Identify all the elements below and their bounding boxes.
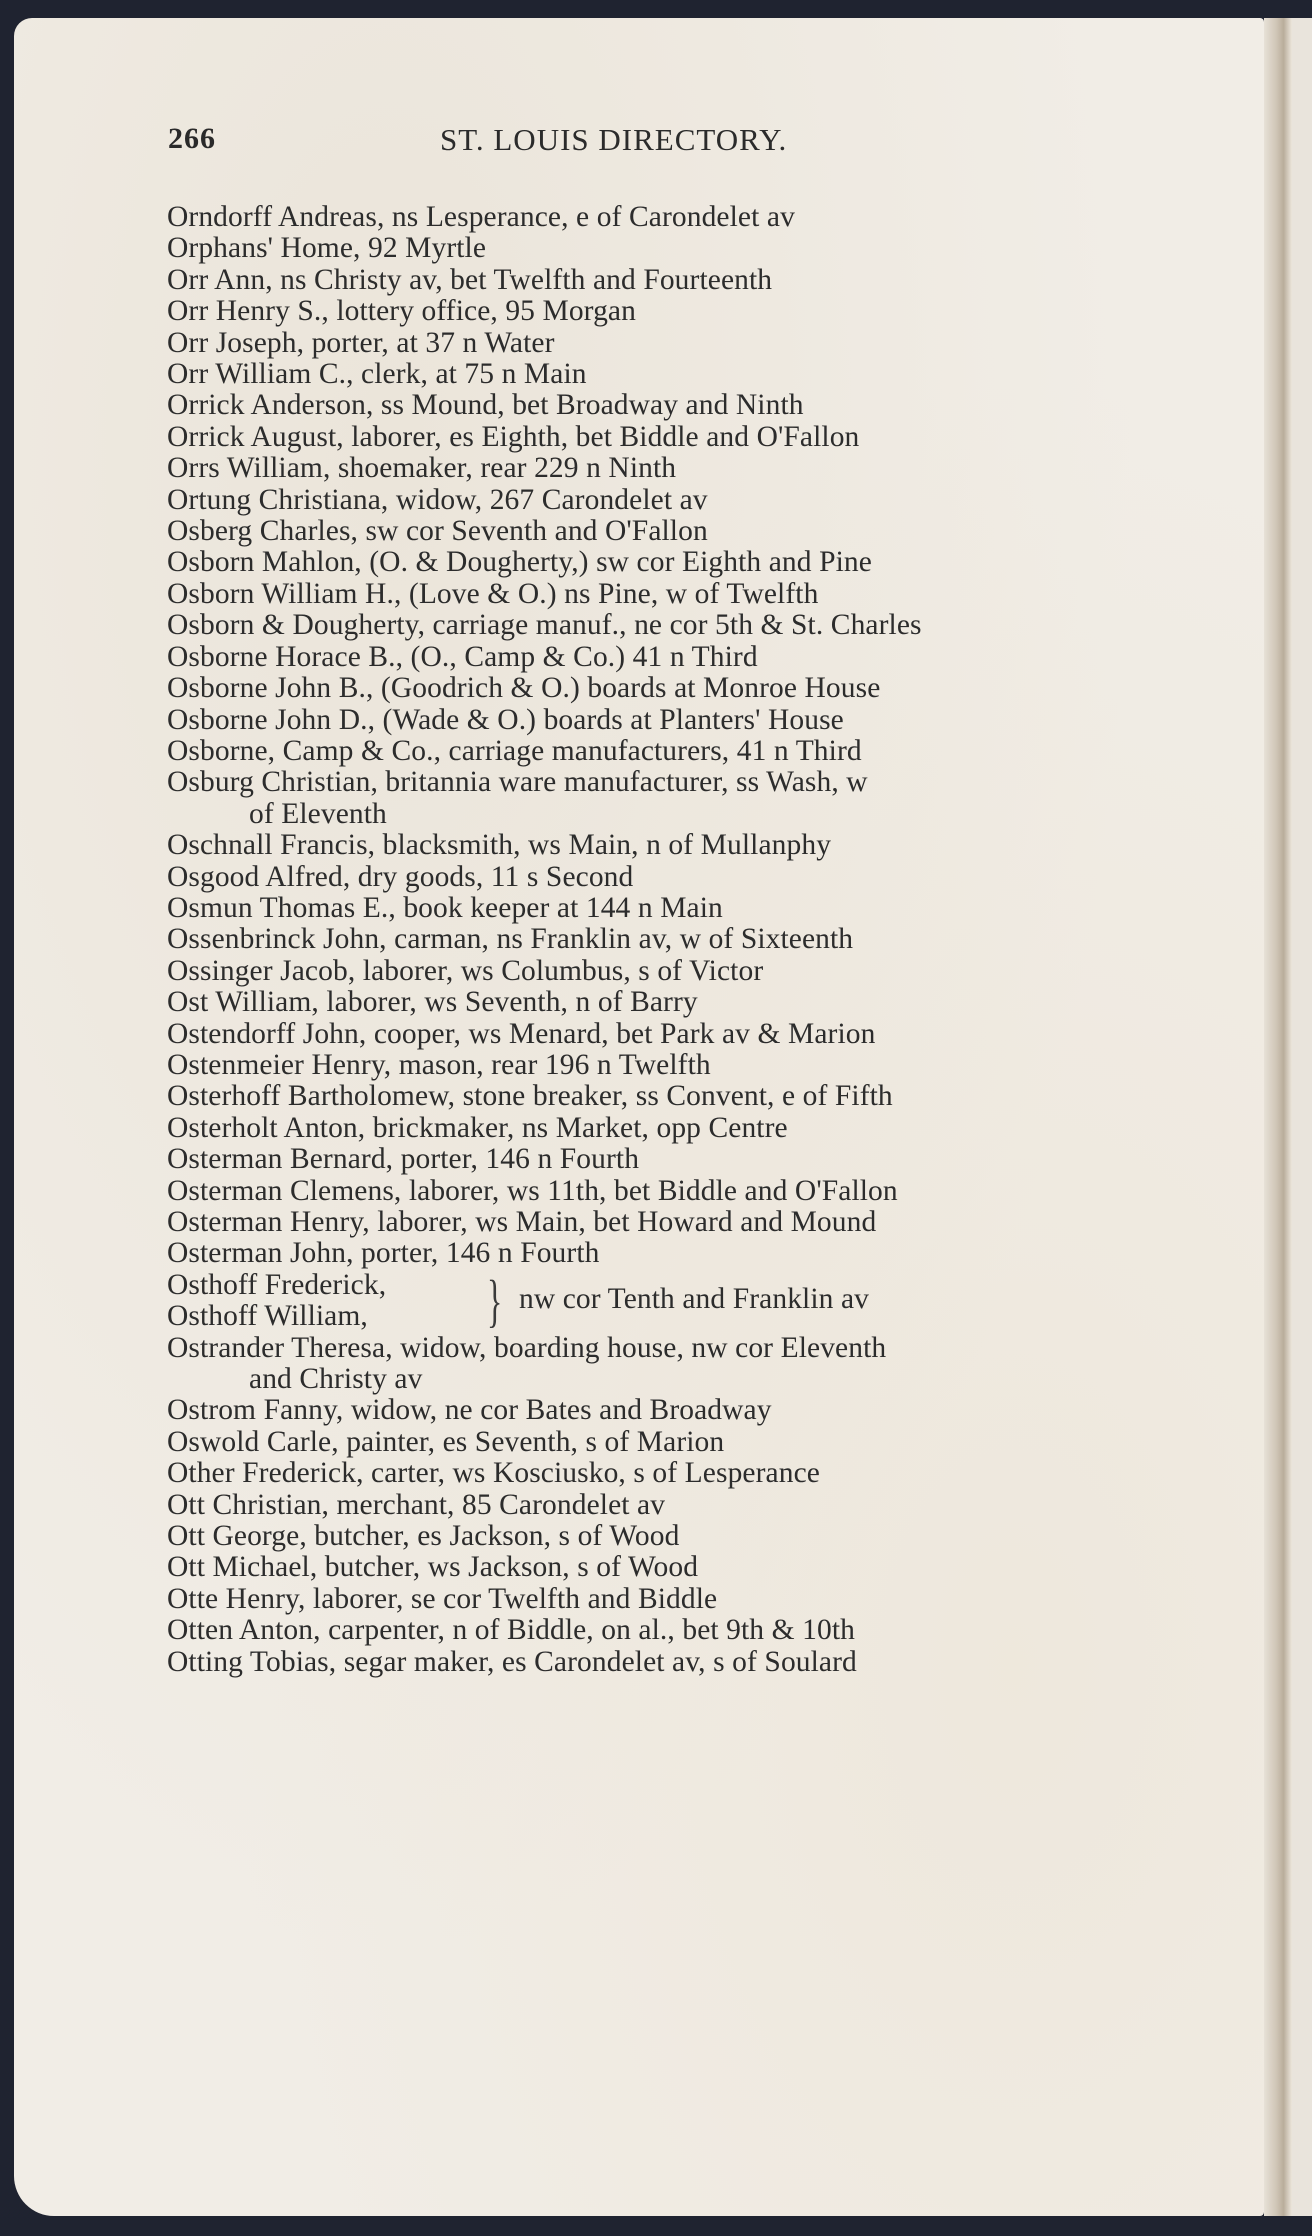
directory-entry: Otten Anton, carpenter, n of Biddle, on al., bet 9th & 10th [167, 1614, 856, 1647]
directory-entry: Ortung Christiana, widow, 267 Carondelet av [167, 483, 708, 516]
directory-entry: Ostrom Fanny, widow, ne cor Bates and Broadway [167, 1394, 772, 1427]
directory-entry: Orr Joseph, porter, at 37 n Water [167, 326, 555, 359]
directory-entry: Ossenbrinck John, carman, ns Franklin av, w of Sixteenth [167, 923, 854, 956]
brace-shared-address: nw cor Tenth and Franklin av [519, 1282, 870, 1315]
directory-entry: Osterholt Anton, brickmaker, ns Market, opp Centre [167, 1111, 788, 1144]
directory-entry: Oschnall Francis, blacksmith, ws Main, n of Mullanphy [167, 829, 832, 862]
directory-entry: Ost William, laborer, ws Seventh, n of Barry [167, 986, 698, 1019]
directory-entry: Osberg Charles, sw cor Seventh and O'Fallon [167, 515, 708, 548]
directory-entry: Osborn & Dougherty, carriage manuf., ne cor 5th & St. Charles [167, 609, 922, 642]
directory-entry: Osterman Clemens, laborer, ws 11th, bet Biddle and O'Fallon [167, 1174, 898, 1207]
directory-entry: Orndorff Andreas, ns Lesperance, e of Carondelet av [167, 201, 795, 233]
directory-entry: Orr Henry S., lottery office, 95 Morgan [167, 295, 636, 328]
directory-entries [167, 202, 1177, 1678]
brace-entry-group [167, 1267, 1177, 1333]
entry-list-after-brace [167, 1333, 1177, 1678]
directory-entry: Osborne John D., (Wade & O.) boards at Planters' House [167, 703, 844, 736]
directory-entry: Ott Michael, butcher, ws Jackson, s of Wood [167, 1551, 699, 1584]
directory-entry: Osterhoff Bartholomew, stone breaker, ss Convent, e of Fifth [167, 1080, 893, 1113]
directory-entry: Ossinger Jacob, laborer, ws Columbus, s of Victor [167, 954, 764, 987]
directory-entry: Orrick Anderson, ss Mound, bet Broadway and Ninth [167, 389, 804, 422]
entry-list-before-brace [167, 202, 1177, 1270]
directory-entry: Ostendorff John, cooper, ws Menard, bet Park av & Marion [167, 1017, 876, 1050]
directory-entry: Ostenmeier Henry, mason, rear 196 n Twelfth [167, 1048, 711, 1081]
directory-entry-continuation: and Christy av [249, 1363, 423, 1396]
book-spine-edge [1264, 18, 1292, 2216]
directory-entry: Osterman Henry, laborer, ws Main, bet Howard and Mound [167, 1206, 877, 1238]
directory-entry: Osborn William H., (Love & O.) ns Pine, w of Twelfth [167, 577, 819, 610]
directory-entry: Ott George, butcher, es Jackson, s of Wood [167, 1520, 680, 1553]
directory-entry: Osborne Horace B., (O., Camp & Co.) 41 n Third [167, 640, 758, 673]
page-number: 266 [168, 122, 216, 155]
directory-entry: Otting Tobias, segar maker, es Carondelet av, s of Soulard [167, 1645, 857, 1678]
directory-entry: Osterman Bernard, porter, 146 n Fourth [167, 1143, 640, 1176]
directory-entry: Osborne, Camp & Co., carriage manufacturers, 41 n Third [167, 734, 862, 767]
directory-entry: Orphans' Home, 92 Myrtle [167, 232, 487, 265]
directory-entry: Otte Henry, laborer, se cor Twelfth and Biddle [167, 1582, 718, 1615]
directory-entry: Other Frederick, carter, ws Kosciusko, s of Lesperance [167, 1457, 820, 1490]
directory-entry: Osburg Christian, britannia ware manufacturer, ss Wash, w [167, 766, 868, 799]
directory-entry: Osterman John, porter, 146 n Fourth [167, 1237, 600, 1270]
directory-entry: Osborne John B., (Goodrich & O.) boards at Monroe House [167, 672, 881, 705]
brace-name-1: Osthoff Frederick, [167, 1268, 387, 1301]
directory-entry: Ott Christian, merchant, 85 Carondelet av [167, 1488, 666, 1521]
curly-brace-icon: } [487, 1267, 503, 1333]
brace-name-2: Osthoff William, [167, 1300, 368, 1333]
directory-entry: Ostrander Theresa, widow, boarding house, nw cor Eleventh [167, 1331, 887, 1364]
directory-entry: Osborn Mahlon, (O. & Dougherty,) sw cor Eighth and Pine [167, 546, 872, 579]
directory-entry-continuation: of Eleventh [249, 797, 387, 830]
directory-entry: Orrs William, shoemaker, rear 229 n Ninth [167, 452, 677, 485]
directory-entry: Orr Ann, ns Christy av, bet Twelfth and Fourteenth [167, 263, 773, 296]
directory-entry: Orr William C., clerk, at 75 n Main [167, 358, 587, 391]
directory-entry: Osmun Thomas E., book keeper at 144 n Main [167, 891, 723, 924]
directory-entry: Orrick August, laborer, es Eighth, bet Biddle and O'Fallon [167, 420, 860, 453]
running-head [168, 122, 1168, 162]
directory-entry: Osgood Alfred, dry goods, 11 s Second [167, 860, 634, 893]
page-title: ST. LOUIS DIRECTORY. [440, 122, 788, 157]
next-page-edge [1292, 18, 1312, 2216]
directory-entry: Oswold Carle, painter, es Seventh, s of Marion [167, 1425, 725, 1458]
